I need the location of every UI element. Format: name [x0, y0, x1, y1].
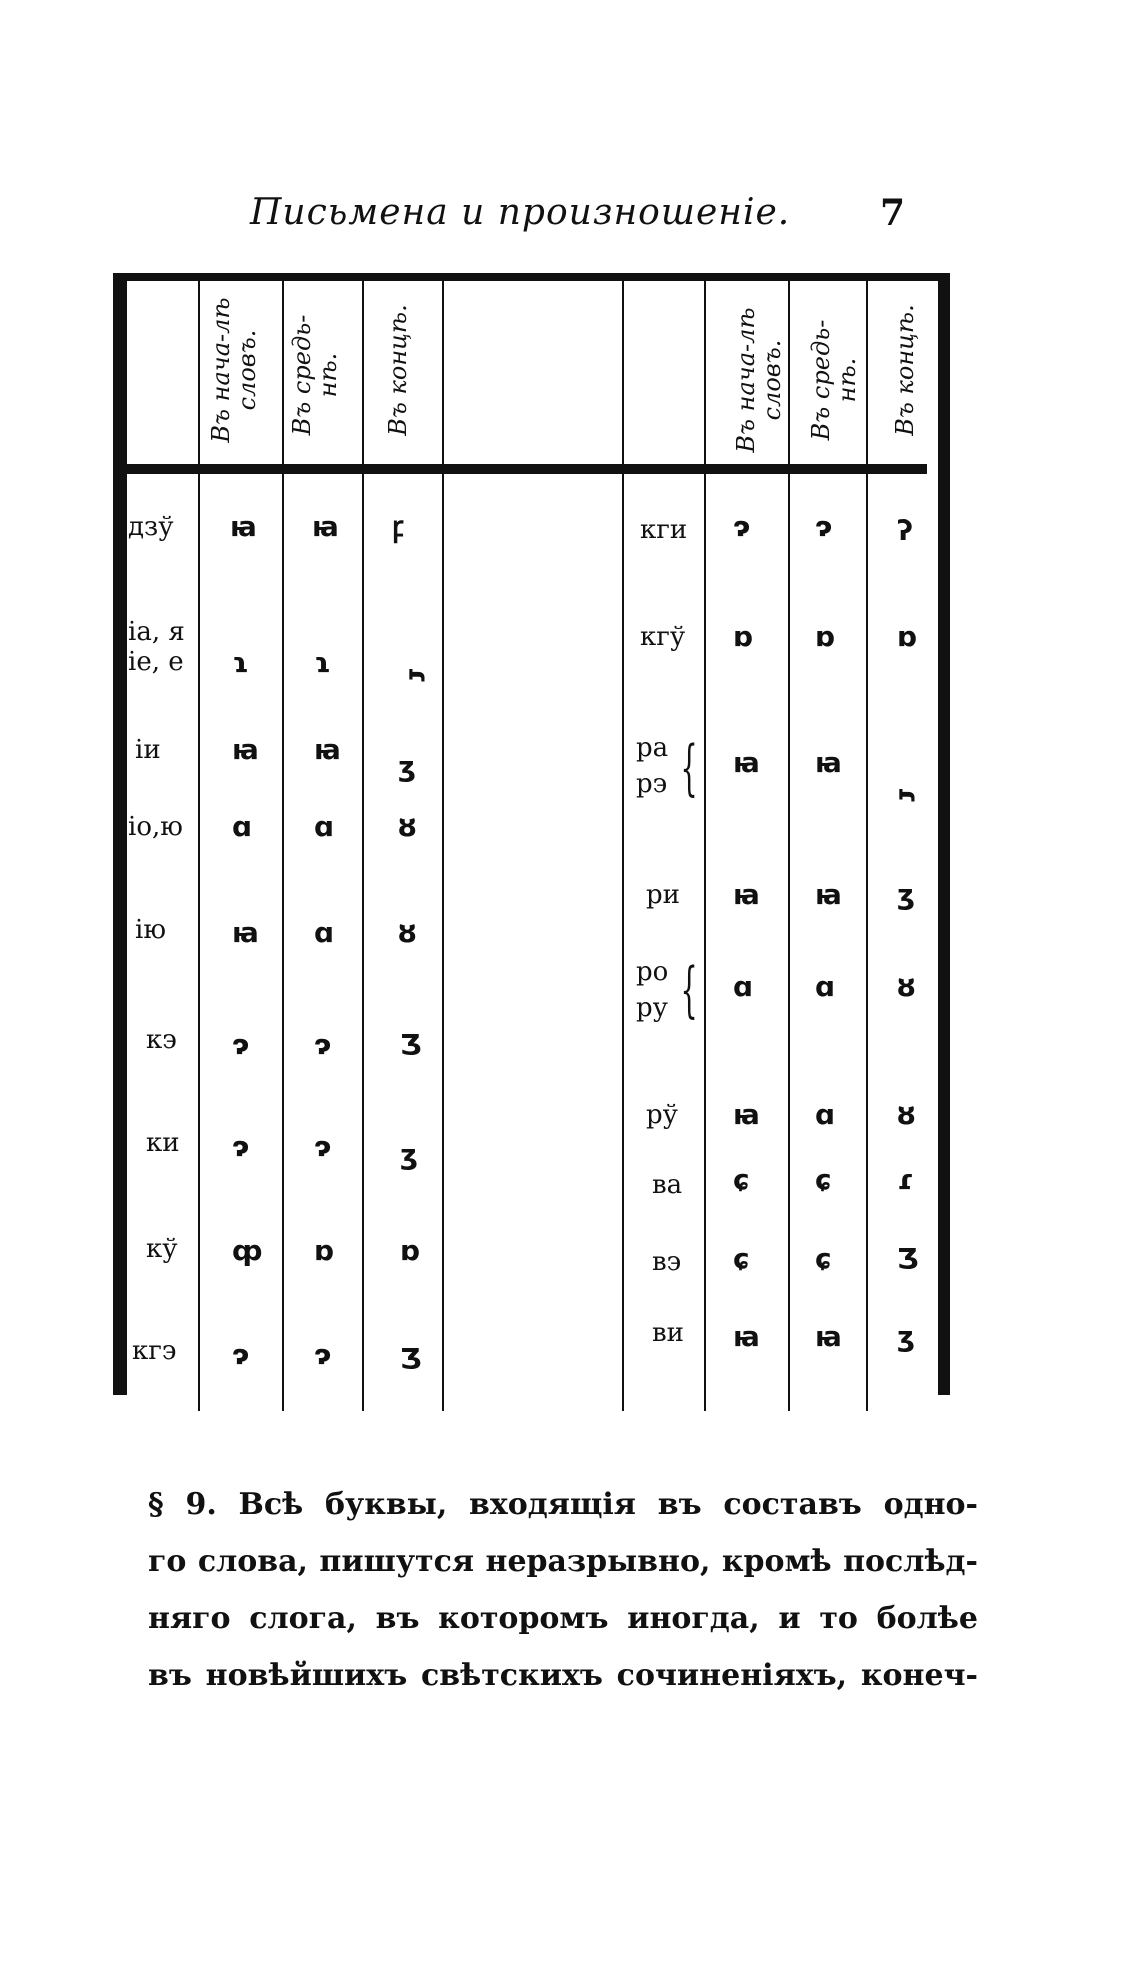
letter-form-final: ɒ	[897, 620, 918, 653]
col-header-final: Въ концѣ.	[384, 304, 412, 436]
letter-form-final: ɾ	[402, 666, 436, 684]
letter-form-final: Ʒ	[897, 1242, 919, 1275]
syllable-label: кў	[146, 1234, 178, 1264]
letter-form-initial: ꙗ	[230, 510, 257, 543]
syllable-label: ки	[146, 1128, 180, 1158]
letter-form-medial: ɑ	[815, 970, 836, 1003]
letter-form-final: ʒ	[897, 878, 915, 911]
grouping-brace: {	[680, 733, 698, 803]
col-sep	[704, 281, 706, 1411]
letter-form-initial: ꙗ	[733, 1320, 760, 1353]
grouping-brace: {	[680, 955, 698, 1025]
letter-form-final: ɾ	[892, 786, 926, 804]
letter-form-medial: ɑ	[815, 1098, 836, 1131]
letter-form-final: ȣ	[398, 810, 417, 843]
letter-form-final: Ʒ	[400, 1342, 422, 1375]
header-underline	[127, 464, 927, 474]
letter-form-medial: ɂ	[314, 1028, 332, 1061]
letter-form-final: ꝼ	[392, 510, 404, 543]
letter-form-final: ȣ	[897, 970, 916, 1003]
letter-form-final: ɾ	[897, 1163, 914, 1196]
syllable-label: ва	[652, 1170, 683, 1200]
letter-form-initial: ɕ	[733, 1163, 750, 1196]
letter-form-initial: ɿ	[232, 646, 249, 679]
table-right-border	[938, 273, 950, 1395]
running-head-title: Письмена и произношеніе.	[250, 192, 791, 233]
col-sep	[622, 281, 624, 1411]
letter-form-medial: ɑ	[314, 916, 335, 949]
letter-form-initial: ꙗ	[232, 916, 259, 949]
letter-form-medial: ꙗ	[815, 746, 842, 779]
syllable-label: іи	[135, 735, 161, 765]
letter-form-final: ȣ	[897, 1098, 916, 1131]
letter-form-final: ʒ	[400, 1138, 418, 1171]
letter-form-initial: ɑ	[232, 810, 253, 843]
letter-form-initial: ɂ	[232, 1338, 250, 1371]
letter-form-initial: ꙗ	[733, 746, 760, 779]
col-header-medial: Въ средь-нѣ.	[288, 314, 342, 436]
letter-form-final: Ʒ	[400, 1028, 422, 1061]
page-number: 7	[880, 192, 906, 234]
letter-form-final: ʒ	[897, 1320, 915, 1353]
col-sep	[282, 281, 284, 1411]
syllable-label: кэ	[146, 1025, 177, 1055]
col-header-final: Въ концѣ.	[891, 304, 919, 436]
col-sep	[442, 281, 444, 1411]
letter-form-medial: ɒ	[815, 620, 836, 653]
table-top-border	[113, 273, 943, 281]
table-left-border	[113, 273, 127, 1395]
letter-form-final: ʔ	[897, 514, 914, 547]
letter-form-medial: ɂ	[815, 510, 833, 543]
syllable-label: ви	[652, 1318, 684, 1348]
letter-form-medial: ɕ	[815, 1163, 832, 1196]
letter-form-initial: ɂ	[232, 1130, 250, 1163]
letter-form-initial: ꙗ	[733, 878, 760, 911]
letter-form-final: ɒ	[400, 1234, 421, 1267]
letter-form-final: ȣ	[398, 916, 417, 949]
letter-form-initial: ꙗ	[232, 733, 259, 766]
letter-form-medial: ɒ	[314, 1234, 335, 1267]
paragraph-line: § 9. Всѣ буквы, входящія въ составъ одно-	[148, 1487, 978, 1522]
letter-form-medial: ꙗ	[815, 878, 842, 911]
paragraph-line: го слова, пишутся неразрывно, кромѣ послѣд-	[148, 1544, 978, 1579]
letter-form-initial: ɂ	[733, 510, 751, 543]
syllable-label: ри	[646, 880, 680, 910]
syllable-label: кгэ	[132, 1336, 177, 1366]
letter-form-initial: ꙗ	[733, 1098, 760, 1131]
letter-form-medial: ɑ	[314, 810, 335, 843]
letter-form-medial: ꙗ	[314, 733, 341, 766]
col-header-initial: Въ нача-лѣ словъ.	[207, 297, 261, 443]
syllable-label: вэ	[652, 1247, 682, 1277]
syllable-label: рў	[646, 1100, 678, 1130]
body-paragraph	[148, 1476, 978, 1704]
syllable-label: ію	[135, 915, 166, 945]
syllable-label: іа, я іе, е	[128, 617, 185, 677]
paragraph-line: няго слога, въ которомъ иногда, и то болѣе	[148, 1601, 978, 1636]
letter-form-initial: ɂ	[232, 1028, 250, 1061]
letter-form-initial: ɑ	[733, 970, 754, 1003]
letter-form-medial: ꙗ	[312, 510, 339, 543]
letter-form-medial: ɿ	[314, 646, 331, 679]
letter-form-initial: ȹ	[232, 1234, 263, 1267]
letter-form-initial: ɒ	[733, 620, 754, 653]
paragraph-line: въ новѣйшихъ свѣтскихъ сочиненіяхъ, конеч-	[148, 1658, 978, 1693]
col-header-initial: Въ нача-лѣ словъ.	[732, 307, 786, 453]
col-sep	[362, 281, 364, 1411]
letter-form-initial: ɕ	[733, 1242, 750, 1275]
letter-form-final: ʒ	[398, 750, 416, 783]
col-sep	[198, 281, 200, 1411]
syllable-label: іо,ю	[128, 812, 183, 842]
syllable-label: ра рэ	[636, 733, 669, 799]
syllable-label: кгў	[640, 622, 686, 652]
letter-form-medial: ꙗ	[815, 1320, 842, 1353]
col-header-medial: Въ средь-нѣ.	[807, 319, 861, 441]
letter-form-medial: ɂ	[314, 1338, 332, 1371]
letter-form-medial: ɂ	[314, 1130, 332, 1163]
syllable-label: дзў	[128, 512, 174, 542]
letter-form-medial: ɕ	[815, 1242, 832, 1275]
syllable-label: ро ру	[636, 957, 669, 1023]
syllable-label: кги	[640, 515, 688, 545]
